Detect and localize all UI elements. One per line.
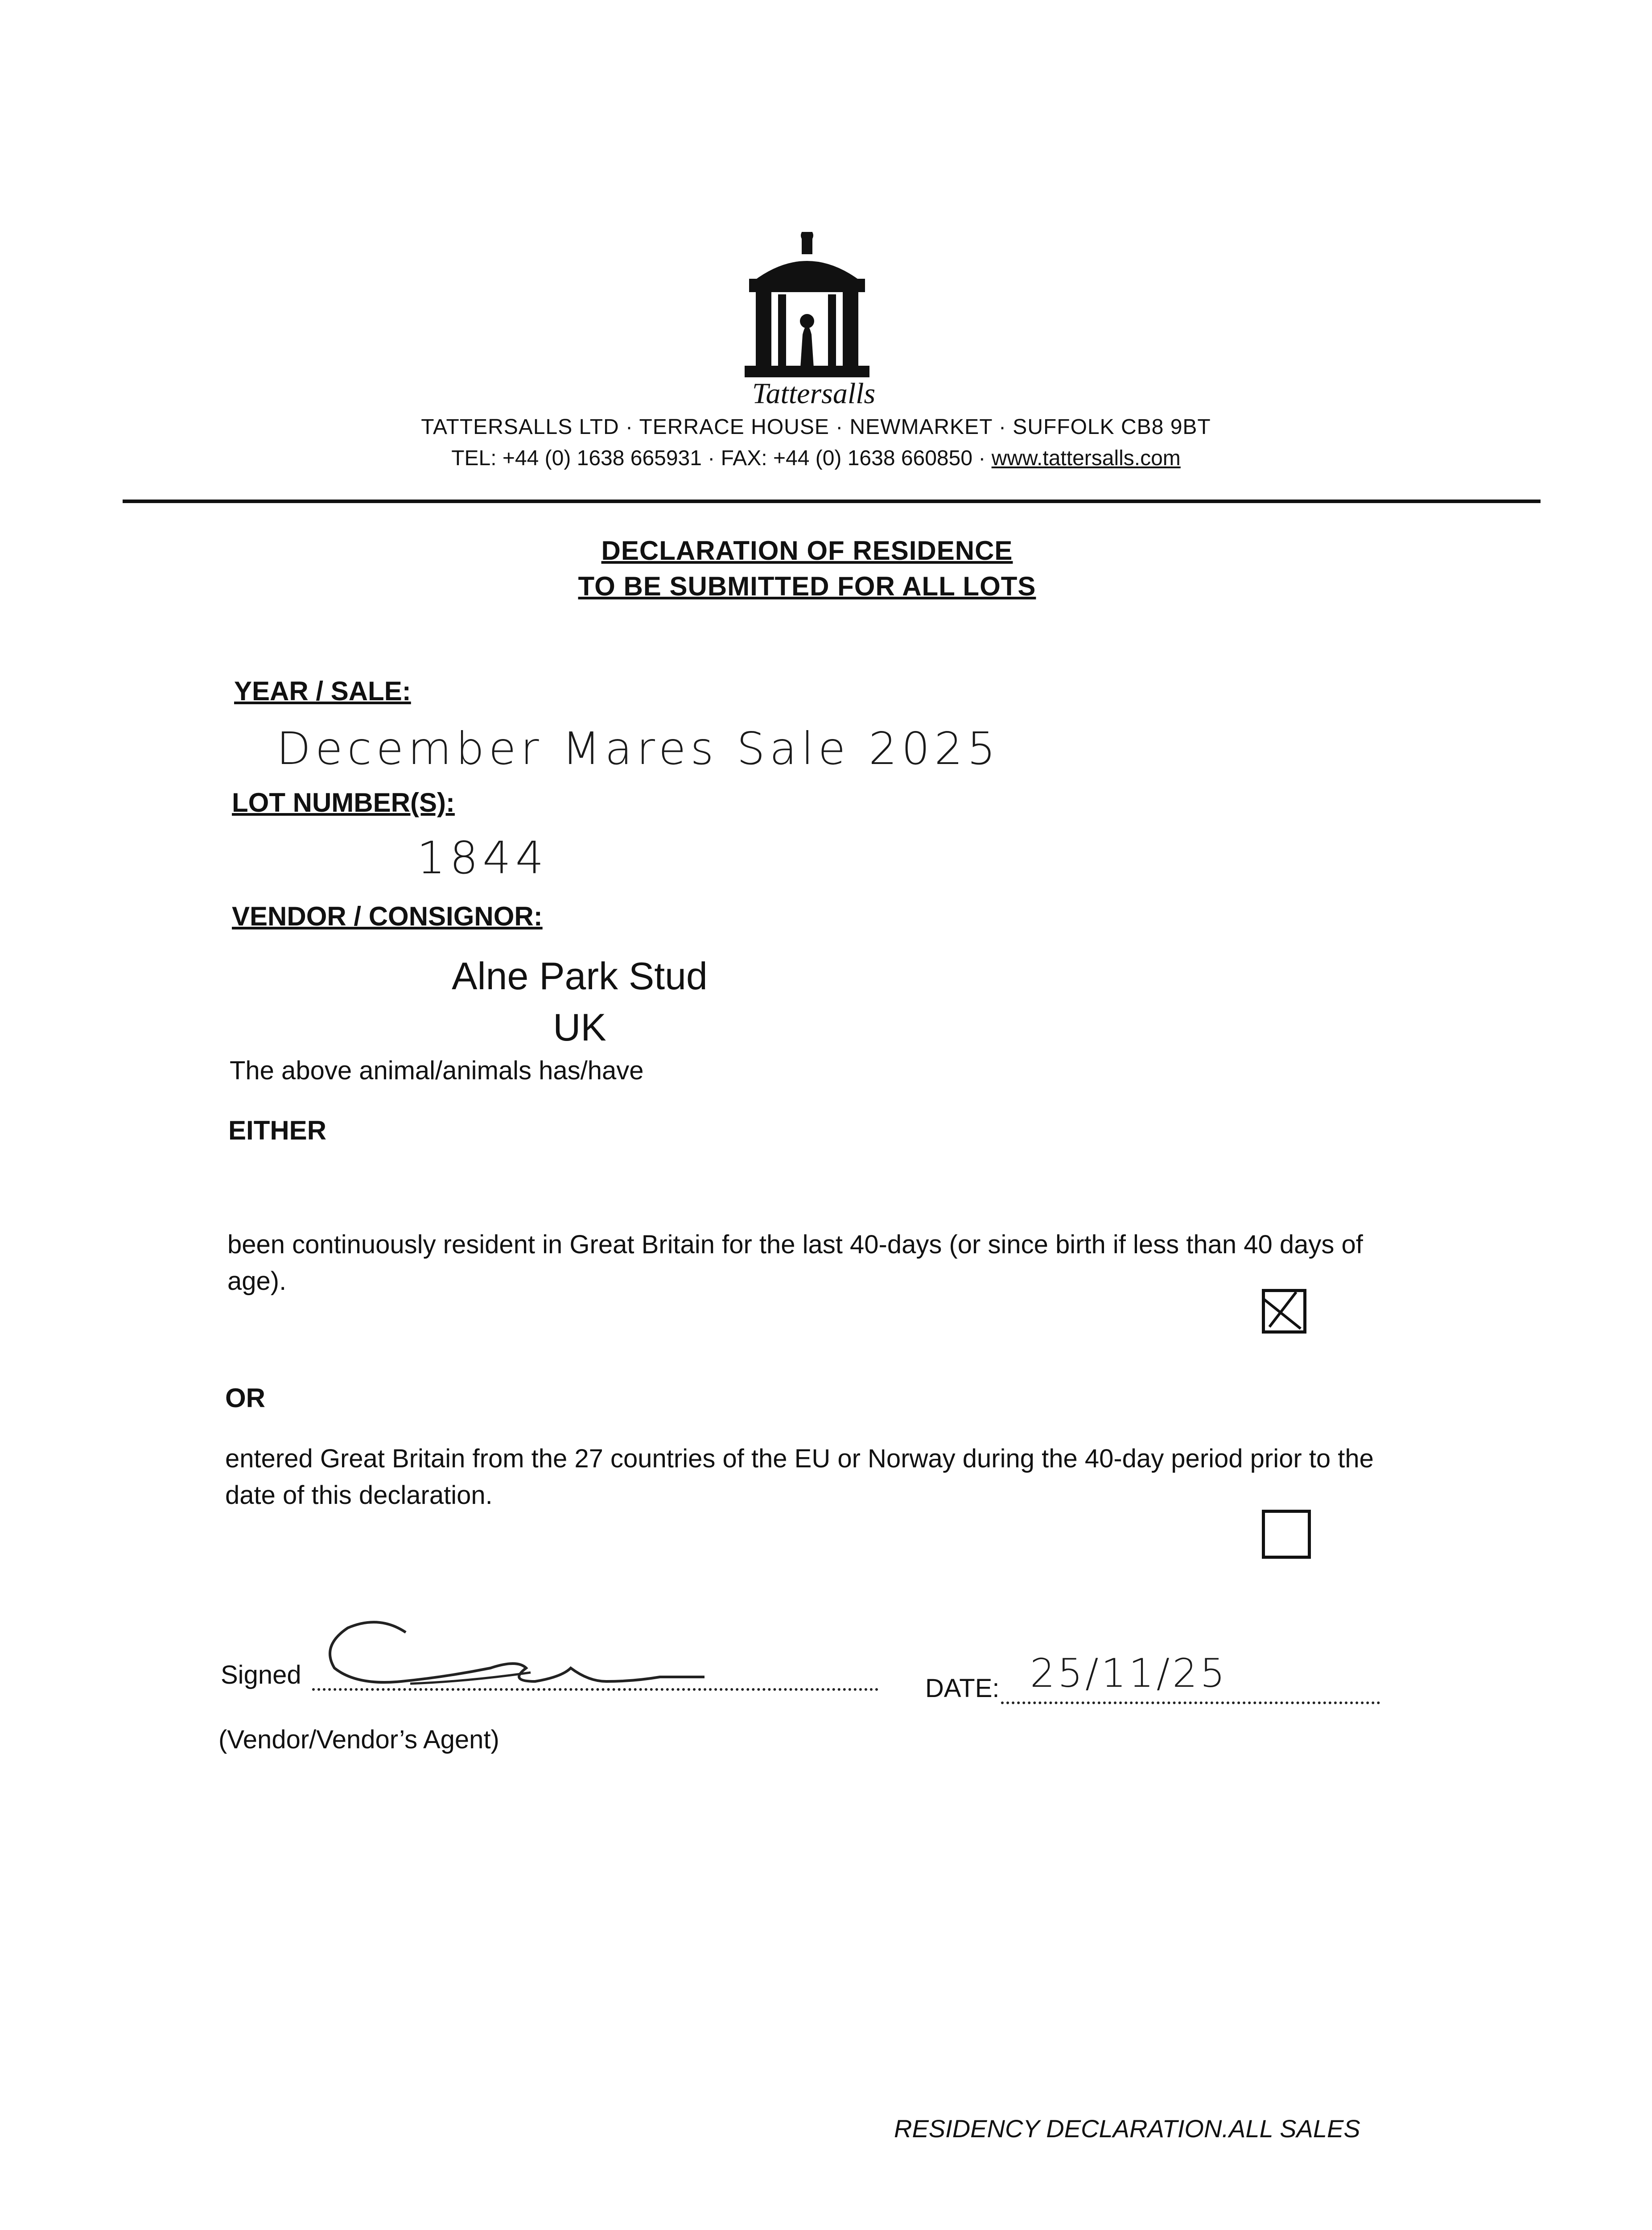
- year-sale-value[interactable]: December Mares Sale 2025: [276, 723, 1000, 775]
- option2-checkbox[interactable]: [1262, 1510, 1311, 1559]
- option1-checkbox[interactable]: [1262, 1289, 1306, 1334]
- header-divider: [123, 500, 1541, 503]
- lot-numbers-label: LOT NUMBER(S):: [232, 788, 455, 818]
- footer-reference: RESIDENCY DECLARATION.ALL SALES: [894, 2114, 1360, 2143]
- contact-numbers: TEL: +44 (0) 1638 665931 · FAX: +44 (0) 1638 660850 ·: [451, 446, 986, 470]
- option1-text: been continuously resident in Great Britain for the last 40-days (or since birth if less than 40 days of age).: [227, 1230, 1363, 1296]
- website-link[interactable]: www.tattersalls.com: [991, 446, 1181, 470]
- date-line: [1001, 1701, 1380, 1704]
- date-value[interactable]: 25/11/25: [1030, 1650, 1228, 1696]
- date-label: DATE:: [925, 1674, 1000, 1703]
- checkmark-cross-icon: [1265, 1292, 1303, 1330]
- either-label: EITHER: [228, 1115, 327, 1145]
- brand-name: Tattersalls: [752, 377, 876, 410]
- vendor-label: VENDOR / CONSIGNOR:: [232, 901, 543, 931]
- vendor-name[interactable]: Alne Park Stud: [452, 955, 708, 998]
- vendor-country[interactable]: UK: [553, 1006, 606, 1049]
- or-label: OR: [225, 1383, 265, 1413]
- tattersalls-logo: [736, 232, 878, 379]
- signature-image: [321, 1615, 745, 1695]
- option2-text: entered Great Britain from the 27 countries of the EU or Norway during the 40-day period prior to the date of this declaration.: [225, 1444, 1374, 1510]
- form-title-line1: DECLARATION OF RESIDENCE: [601, 536, 1013, 566]
- lot-numbers-value[interactable]: 1844: [417, 832, 548, 884]
- contact-line: [312, 446, 1320, 471]
- signed-label: Signed: [221, 1660, 301, 1689]
- statement-text: The above animal/animals has/have: [230, 1056, 644, 1085]
- form-title-line2: TO BE SUBMITTED FOR ALL LOTS: [578, 571, 1036, 601]
- company-address: TATTERSALLS LTD · TERRACE HOUSE · NEWMARKET · SUFFOLK CB8 9BT: [421, 415, 1211, 439]
- signed-role: (Vendor/Vendor’s Agent): [218, 1725, 499, 1754]
- year-sale-label: YEAR / SALE:: [234, 676, 411, 706]
